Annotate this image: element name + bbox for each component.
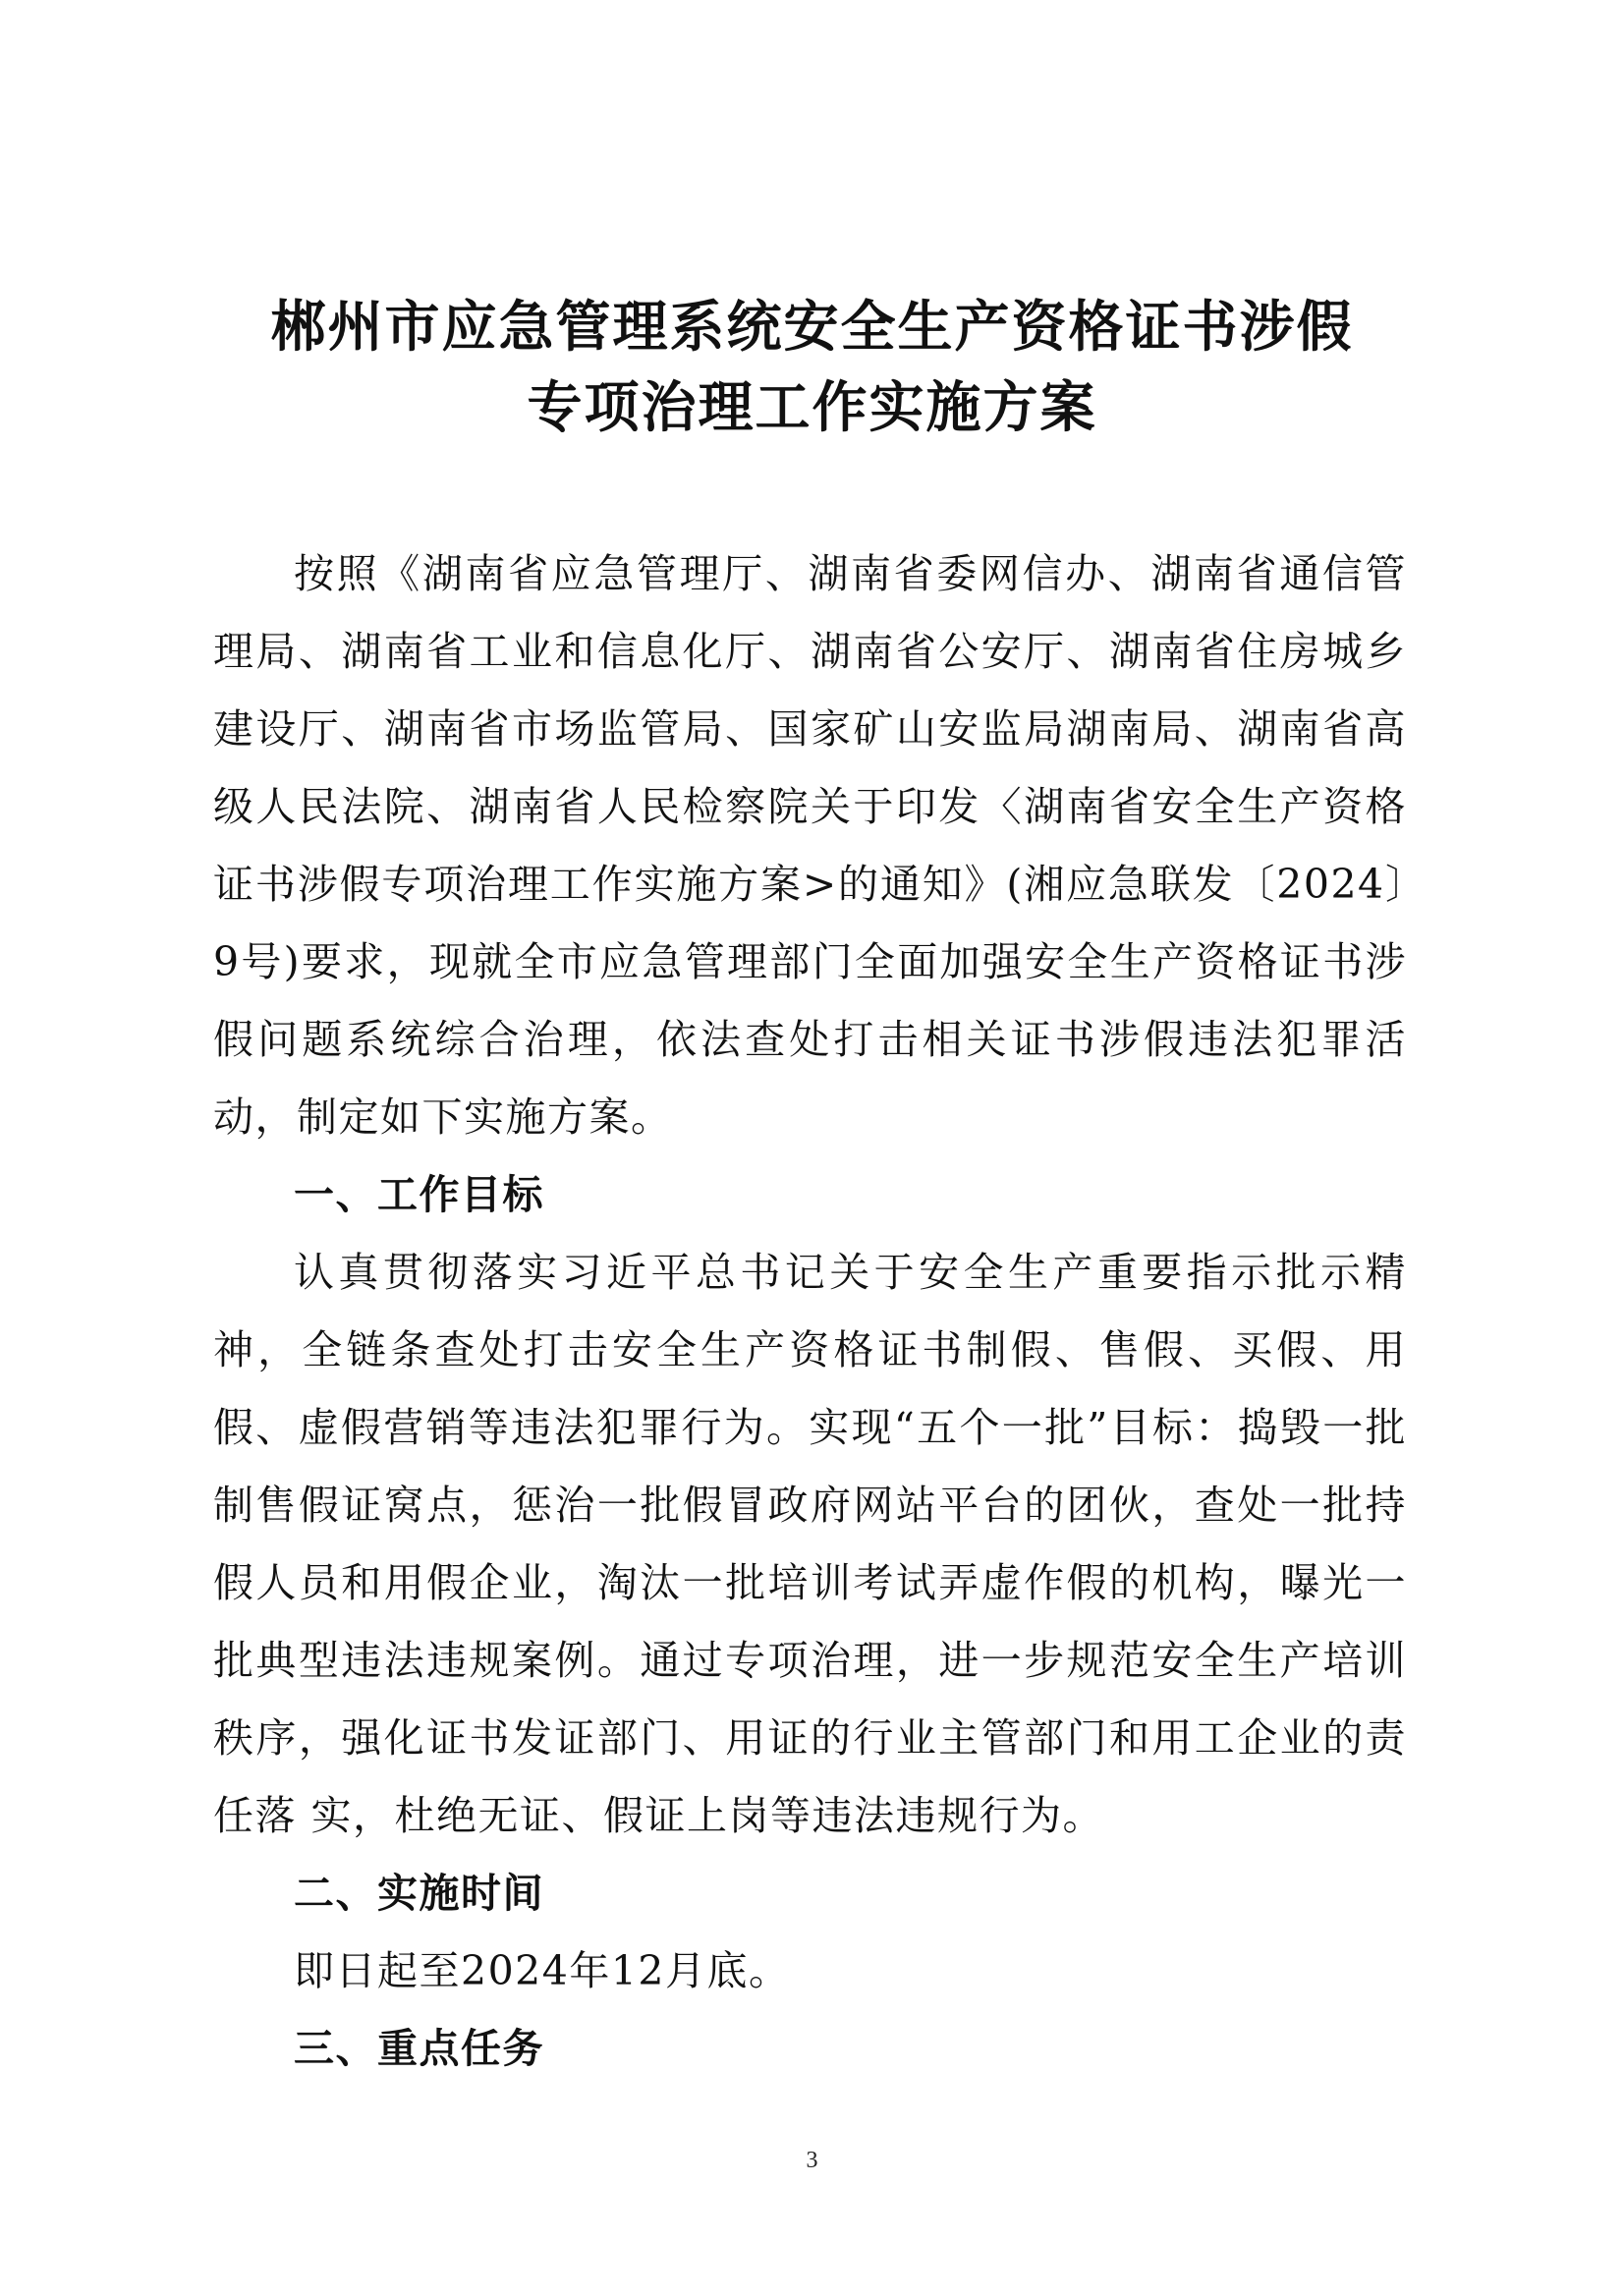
goals-paragraph: 认真贯彻落实习近平总书记关于安全生产重要指示批示精神，全链条查处打击安全生产资格证书制假、售假、买假、用假、虚假营销等违法犯罪行为。实现“五个一批”目标：捣毁一批制售假证窝点，惩治一批假冒政府网站平台的团伙，查处一批持假人员和用假企业，淘汰一批培训考试弄虚作假的机构，曝光一批典型违法违规案例。通过专项治理，进一步规范安全生产培训秩序，强化证书发证部门、用证的行业主管部门和用工企业的责任落 实，杜绝无证、假证上岗等违法违规行为。 [213,1249,1407,1839]
timeline-paragraph: 即日起至2024年12月底。 [294,1947,791,1994]
section-heading-key-tasks: 三、重点任务 [294,2025,544,2072]
document-title-line-1: 郴州市应急管理系统安全生产资格证书涉假 [270,296,1354,360]
section-heading-timeline: 二、实施时间 [294,1870,544,1917]
document-body [213,535,1407,2088]
intro-paragraph: 按照《湖南省应急管理厅、湖南省委网信办、湖南省通信管理局、湖南省工业和信息化厅、湖南省公安厅、湖南省住房城乡建设厅、湖南省市场监管局、国家矿山安监局湖南局、湖南省高 级人民法院、湖南省人民检察院关于印发〈湖南省安全生产资格证书涉假专项治理工作实施方案>的通知》(湘应急联发〔2024〕9号)要求，现就全市应急管理部门全面加强安全生产资格证书涉假问题系统综合治理，依法查处打击相关证书涉假违法犯罪活动，制定如下实施方案。 [213,550,1407,1141]
page-number: 3 [806,2148,818,2173]
document-title-line-2: 专项治理工作实施方案 [527,376,1097,440]
section-heading-goals: 一、工作目标 [294,1171,544,1218]
